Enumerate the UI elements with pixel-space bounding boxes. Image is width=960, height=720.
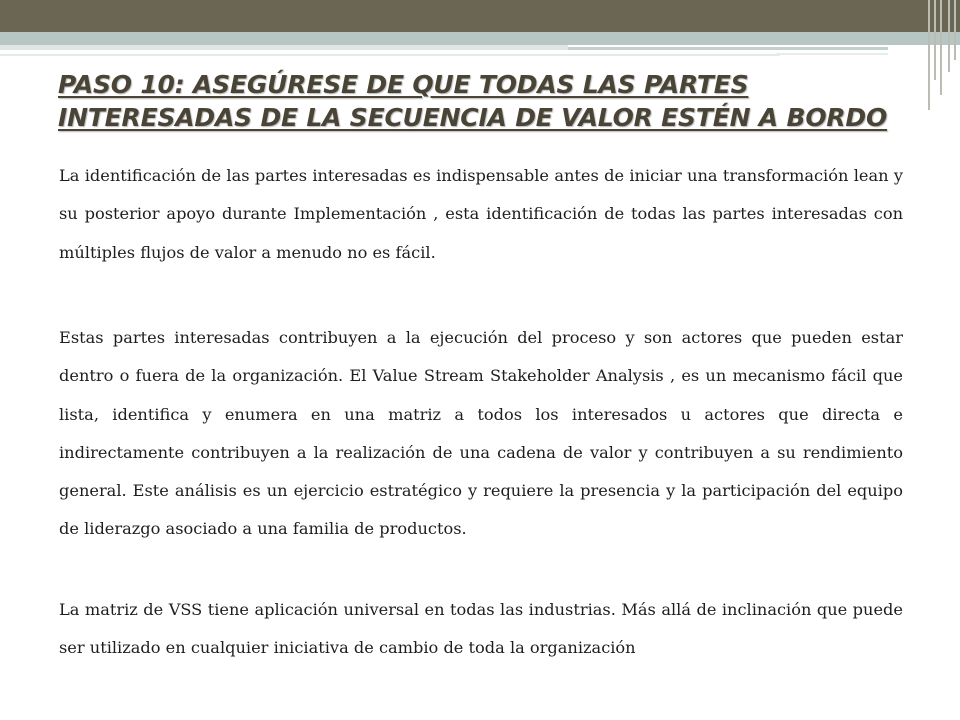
- slide-title: PASO 10: ASEGÚRESE DE QUE TODAS LAS PARTES INTERESADAS DE LA SECUENCIA DE VALOR ESTÉN A BORDO: [58, 70, 888, 132]
- header-thin-line-right: [776, 53, 888, 55]
- paragraph-vss-matrix: La matriz de VSS tiene aplicación universal en todas las industrias. Más allá de inclinación que puede ser utilizado en cualquier iniciativa de cambio de toda la organización: [59, 600, 903, 658]
- header-stripe-line: [568, 47, 888, 50]
- header-thin-line: [0, 54, 780, 56]
- paragraph-stakeholder-identification: La identificación de las partes interesadas es indispensable antes de iniciar una transformación lean y su posterior apoyo durante Implementación , esta identificación de todas las partes interesadas con múltiples flujos de valor a menudo no es fácil.: [59, 166, 903, 262]
- decorative-vertical-lines: [926, 0, 960, 110]
- paragraph-stakeholder-analysis: Estas partes interesadas contribuyen a la ejecución del proceso y son actores que pueden estar dentro o fuera de la organización. El Value Stream Stakeholder Analysis , es un mecanismo fácil que lista, identifica y enumera en una matriz a todos los interesados u actores que directa e indirectamente contribuyen a la realización de una cadena de valor y contribuyen a su rendimiento general. Este análisis es un ejercicio estratégico y requiere la presencia y la participación del equipo de liderazgo asociado a una familia de productos.: [59, 328, 903, 539]
- header-stripe-light: [0, 45, 568, 50]
- header-band: [0, 0, 960, 32]
- header-stripe: [0, 32, 960, 45]
